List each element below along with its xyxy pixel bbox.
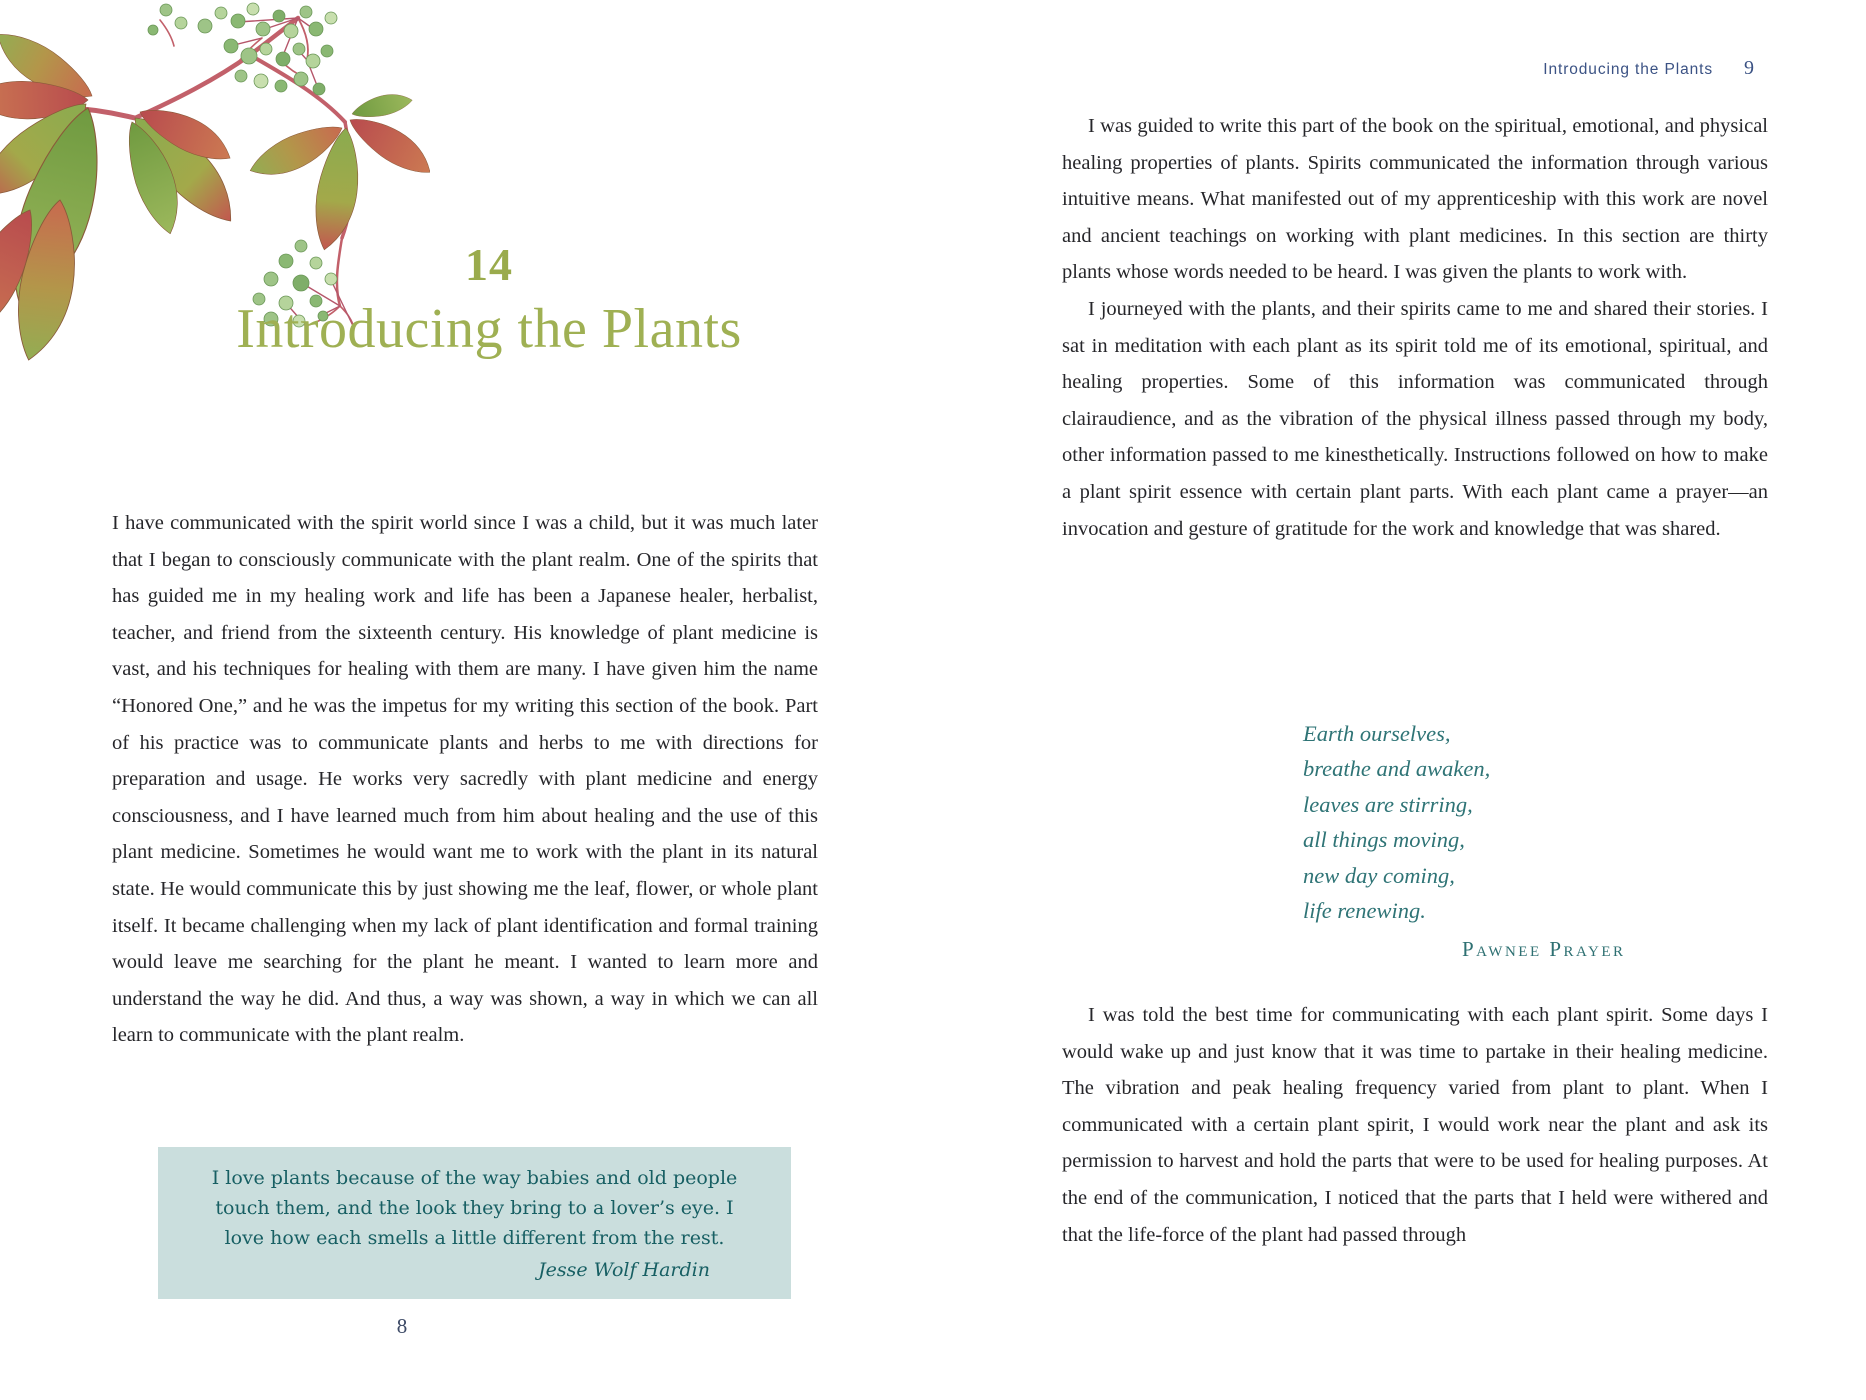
prayer-line: leaves are stirring, [1303,791,1473,817]
prayer-line: Earth ourselves, [1303,721,1451,746]
right-body-text [1062,108,1768,547]
body-paragraph: I was told the best time for communicating with each plant spirit. Some days I would wake up and just know that it was time to partake in their healing medicine. The vibration and peak healing frequency varied from plant to plant. When I communicated with a certain plant spirit, I would work near the plant and ask its permission to harvest and hold the parts that were to be used for healing purposes. At the end of the communication, I noticed that the parts that I held were withered and that the life-force of the plant had passed through [1062,1004,1768,1246]
right-page-number: 9 [1744,57,1754,79]
prayer-attribution: Pawnee Prayer [1462,937,1626,962]
chapter-number: 14 [465,239,513,290]
prayer-line: life renewing. [1303,898,1426,924]
running-header [1543,57,1754,80]
body-paragraph: I journeyed with the plants, and their spirits came to me and shared their stories. I sat in meditation with each plant as its spirit told me of its emotional, spiritual, and healing properties. Some of this information was communicated through clairaudience, and as the vibration of the physical illness passed through my body, other information passed to me kinesthetically. Instructions followed on how to make a plant spirit essence with certain plant parts. With each plant came a prayer—an invocation and gesture of gratitude for the work and knowledge that was shared. [1062,297,1768,540]
chapter-title: Introducing the Plants [236,298,742,360]
pull-quote-attribution: Jesse Wolf Hardin [538,1259,710,1281]
right-body-text-continued [1062,997,1768,1253]
body-paragraph: I was guided to write this part of the book on the spiritual, emotional, and physical healing properties of plants. Spirits communicated the information through various intuitive means. What manifested out of my apprenticeship with this work are novel and ancient teachings on working with plant medicines. In this section are thirty plants whose words needed to be heard. I was given the plants to work with. [1062,115,1768,284]
left-page-number: 8 [396,1314,408,1338]
pull-quote-text: I love plants because of the way babies and old people touch them, and the look they bring to a lover’s eye. I love how each smells a little different from the rest. [211,1167,738,1249]
prayer-line: new day coming, [1303,862,1455,888]
prayer-block [1062,716,1768,962]
prayer-line: all things moving, [1303,827,1465,853]
pull-quote-box [158,1147,791,1299]
right-page [1062,0,1768,1400]
chapter-head [136,239,842,360]
chapter-body-text: I have communicated with the spirit world since I was a child, but it was much later that I began to consciously communicate with the plant realm. One of the spirits that has guided me in my healing work and life has been a Japanese healer, herbalist, teacher, and friend from the sixteenth century. His knowledge of plant medicine is vast, and his techniques for healing with them are many. I have given him the name “Honored One,” and he was the impetus for my writing this section of the book. Part of his practice was to communicate plants and herbs to me with directions for preparation and usage. He works very sacredly with plant medicine and energy consciousness, and I have learned much from him about healing and the use of this plant medicine. Sometimes he would want me to work with the plant in its natural state. He would communicate this by just showing me the leaf, flower, or whole plant itself. It became challenging when my lack of plant identification and formal training would leave me searching for the plant he meant. I wanted to learn more and understand the way he did. And thus, a way was shown, a way in which we can all learn to communicate with the plant realm. [112,512,818,1047]
running-header-title: Introducing the Plants [1543,61,1713,78]
prayer-line: breathe and awaken, [1303,756,1491,782]
left-page [112,0,818,1400]
